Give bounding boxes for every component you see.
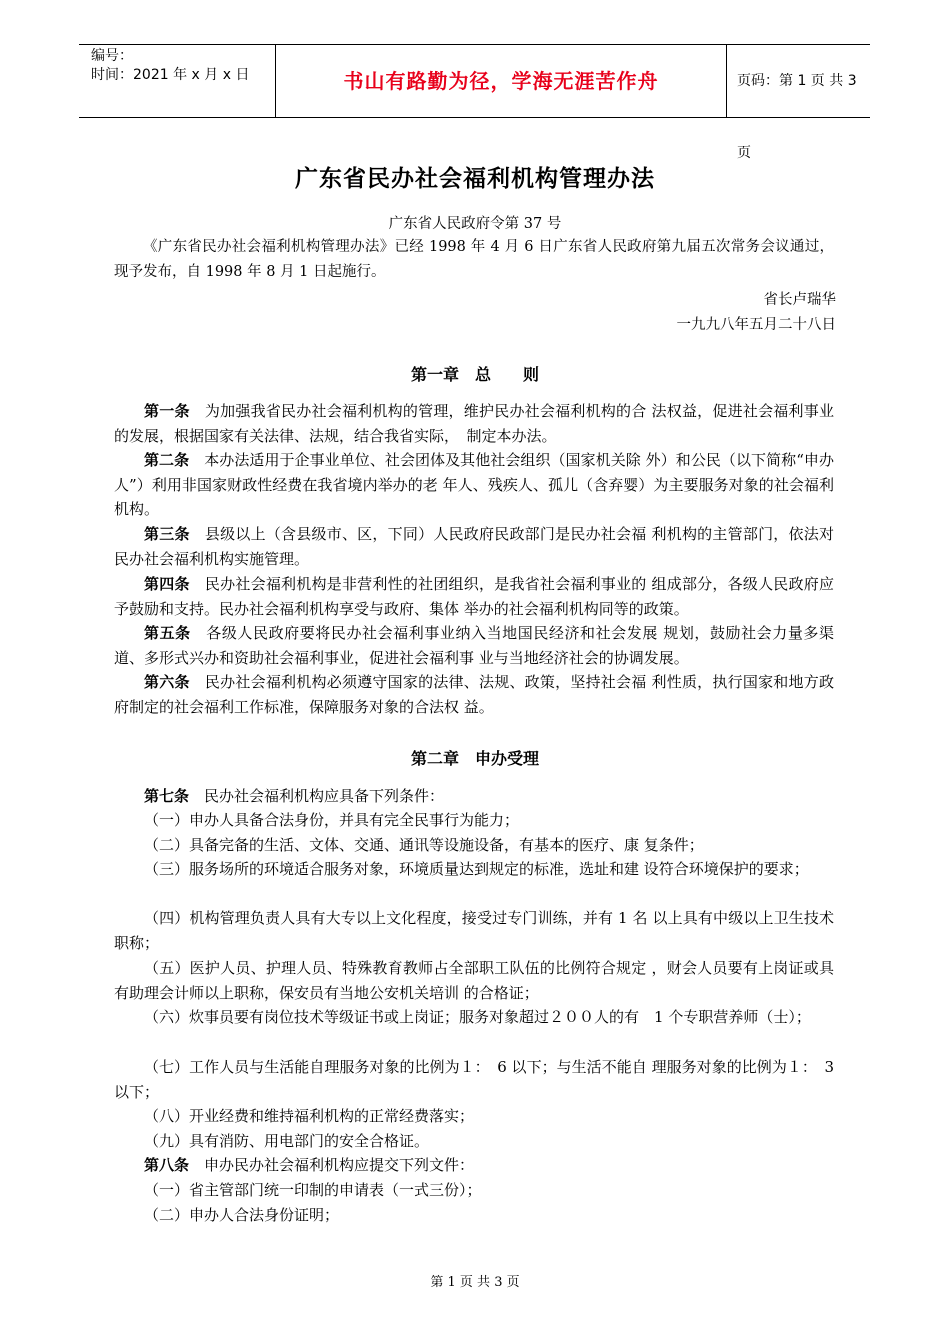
article-text: 县级以上（含县级市、区，下同）人民政府民政部门是民办社会福 利机构的主管部门，依法对民办社会福利机构实施管理。 xyxy=(114,525,834,568)
list-item: （四）机构管理负责人具有大专以上文化程度，接受过专门训练，并有 1 名 以上具有中级以上卫生技术职称； xyxy=(114,909,834,952)
article-label: 第二条 xyxy=(144,451,190,469)
article-text: 申办民办社会福利机构应提交下列文件： xyxy=(189,1156,475,1174)
article-label: 第八条 xyxy=(144,1156,190,1174)
list-item: （一）省主管部门统一印制的申请表（一式三份）； xyxy=(144,1181,482,1199)
article-3 xyxy=(114,522,834,571)
article-text: 民办社会福利机构应具备下列条件： xyxy=(189,787,445,805)
list-item: （二）具备完备的生活、文体、交通、通讯等设施设备，有基本的医疗、康 复条件； xyxy=(144,836,704,854)
signer: 省长卢瑞华 xyxy=(763,292,836,308)
list-item: （五）医护人员、护理人员、特殊教育教师占全部职工队伍的比例符合规定 ，财会人员要有上岗证或具有助理会计师以上职称，保安员有当地公安机关培训 的合格证； xyxy=(114,959,834,1002)
article-label: 第五条 xyxy=(144,624,191,642)
signing-date: 一九九八年五月二十八日 xyxy=(676,317,836,333)
header-motto: 书山有路勤为径，学海无涯苦作舟 xyxy=(275,45,727,117)
list-item: （七）工作人员与生活能自理服务对象的比例为１： 6 以下；与生活不能自 理服务对象的比例为１： 3 以下； xyxy=(114,1058,834,1101)
decree-number: 广东省人民政府令第 37 号 xyxy=(388,216,562,232)
article-7 xyxy=(114,784,834,809)
article-4 xyxy=(114,572,834,621)
chapter-1-title: 第一章 总 则 xyxy=(410,365,539,384)
number-label: 编号： xyxy=(91,48,133,64)
list-item: （三）服务场所的环境适合服务对象，环境质量达到规定的标准，选址和建 设符合环境保护的要求； xyxy=(144,860,809,878)
list-item: （二）申办人合法身份证明； xyxy=(144,1206,340,1224)
article-6 xyxy=(114,670,834,719)
list-item: （一）申办人具备合法身份，并具有完全民事行为能力； xyxy=(144,811,520,829)
article-text: 民办社会福利机构必须遵守国家的法律、法规、政策，坚持社会福 利性质，执行国家和地方政府制定的社会福利工作标准，保障服务对象的合法权 益。 xyxy=(114,673,834,716)
article-label: 第一条 xyxy=(144,402,190,420)
page-footer: 第 1 页 共 3 页 xyxy=(430,1275,520,1290)
article-8 xyxy=(114,1153,834,1178)
article-2 xyxy=(114,448,834,522)
document-title: 广东省民办社会福利机构管理办法 xyxy=(295,166,655,192)
article-text: 本办法适用于企事业单位、社会团体及其他社会组织（国家机关除 外）和公民（以下简称“申办人”）利用非国家财政性经费在我省境内举办的老 年人、残疾人、孤儿（含弃婴）为主要服务对象的社会福利机构。 xyxy=(114,451,834,518)
list-item: （六）炊事员要有岗位技术等级证书或上岗证；服务对象超过２００人的有 1 个专职营养师（士）； xyxy=(144,1008,811,1026)
article-label: 第七条 xyxy=(144,787,190,805)
header-table xyxy=(79,44,870,161)
list-item: （九）具有消防、用电部门的安全合格证。 xyxy=(144,1132,430,1150)
article-label: 第三条 xyxy=(144,525,190,543)
header-left-cell xyxy=(79,45,275,117)
article-text: 民办社会福利机构是非营利性的社团组织，是我省社会福利事业的 组成部分，各级人民政府应予鼓励和支持。民办社会福利机构享受与政府、集体 举办的社会福利机构同等的政策。 xyxy=(114,575,834,618)
chapter-2-title: 第二章 申办受理 xyxy=(410,749,539,768)
article-text: 为加强我省民办社会福利机构的管理，维护民办社会福利机构的合 法权益，促进社会福利事业的发展，根据国家有关法律、法规，结合我省实际， 制定本办法。 xyxy=(114,402,834,445)
article-label: 第四条 xyxy=(144,575,190,593)
article-5 xyxy=(114,621,834,670)
intro-paragraph: 《广东省民办社会福利机构管理办法》已经 1998 年 4 月 6 日广东省人民政府第九届五次常务会议通过，现予发布，自 1998 年 8 月 1 日起施行。 xyxy=(114,239,834,280)
article-label: 第六条 xyxy=(144,673,190,691)
header-page-label: 页码：第 1 页 共 3 页 xyxy=(737,73,857,161)
list-item: （八）开业经费和维持福利机构的正常经费落实； xyxy=(144,1107,475,1125)
article-1 xyxy=(114,399,834,448)
time-label: 时间：2021 年 x 月 x 日 xyxy=(91,67,250,83)
article-text: 各级人民政府要将民办社会福利事业纳入当地国民经济和社会发展 规划，鼓励社会力量多渠道、多形式兴办和资助社会福利事业，促进社会福利事 业与当地经济社会的协调发展。 xyxy=(114,624,834,667)
